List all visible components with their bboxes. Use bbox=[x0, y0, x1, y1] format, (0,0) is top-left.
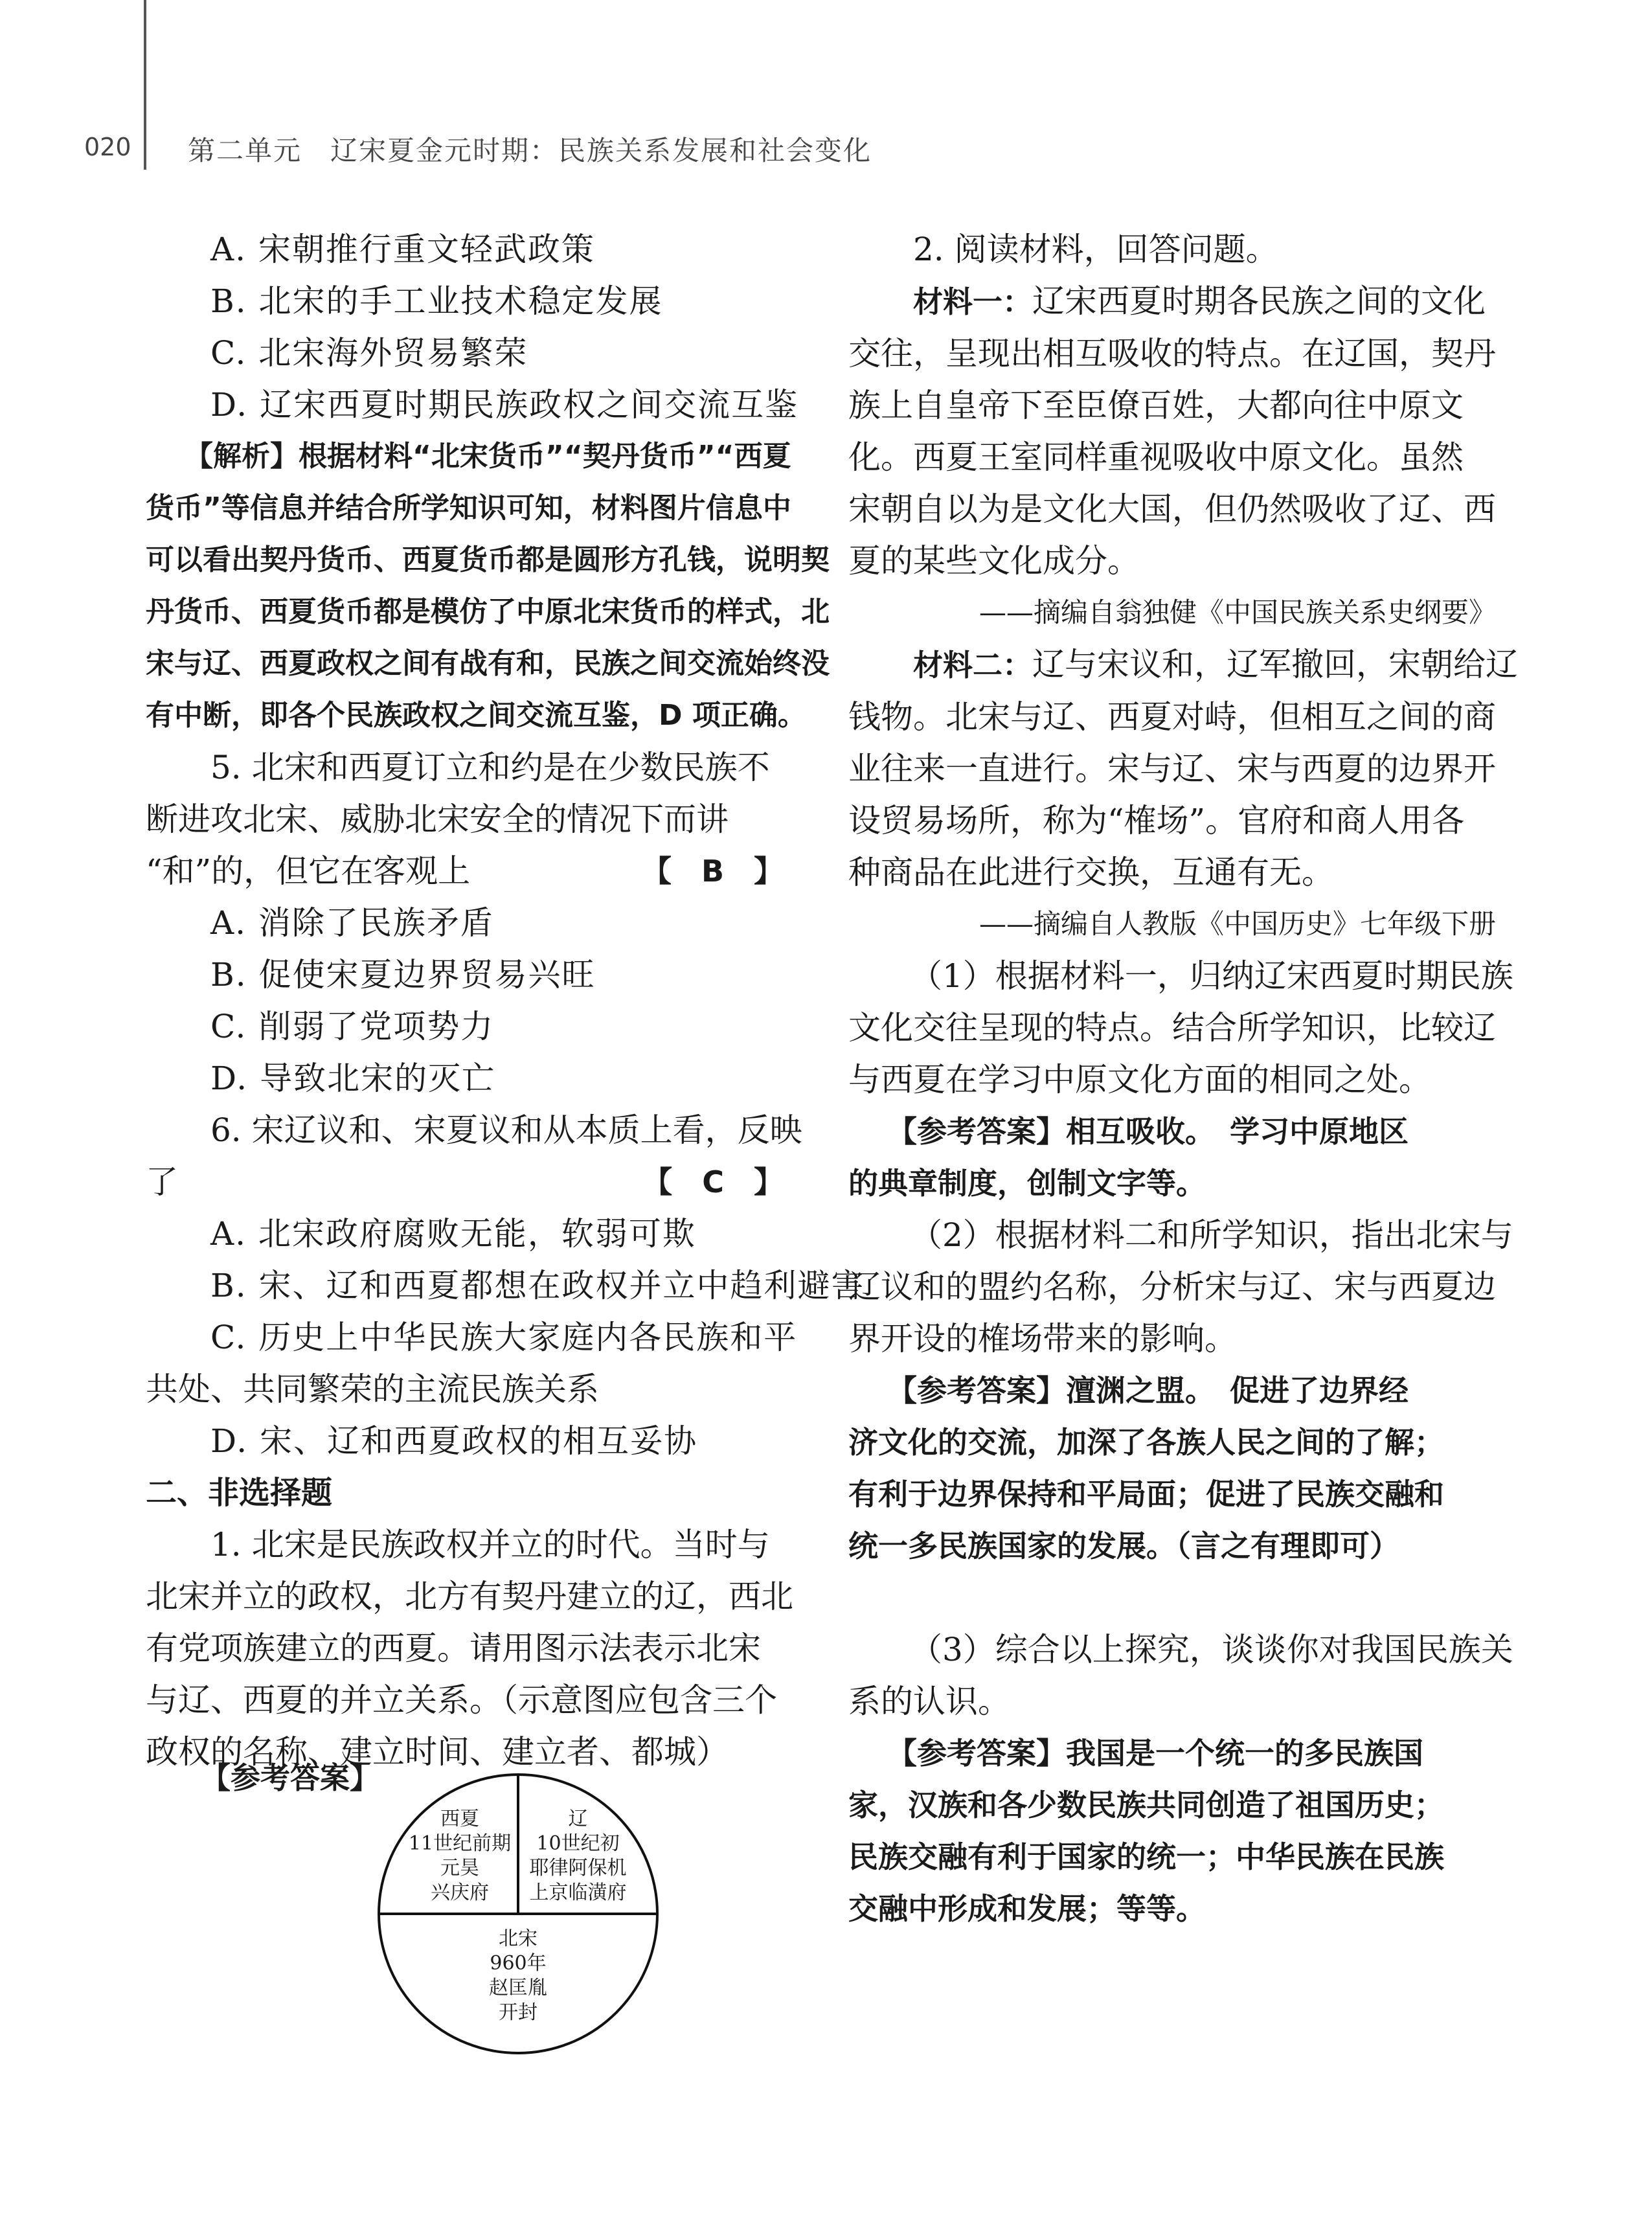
liao-time: 10世纪初 bbox=[536, 1832, 620, 1855]
material-2-text: 辽与宋议和，辽军撤回，宋朝给辽 bbox=[1032, 646, 1518, 683]
diagram-beisong bbox=[453, 1927, 583, 2025]
q5-answer: 【 B 】 bbox=[641, 854, 784, 889]
material-1-line: 化。西夏王室同样重视吸收中原文化。虽然 bbox=[848, 438, 1464, 476]
q6-answer: 【 C 】 bbox=[642, 1164, 784, 1199]
subq2-line: （2）根据材料二和所学知识，指出北宋与 bbox=[910, 1216, 1513, 1254]
q5-stem-line: “和”的，但它在客观上 bbox=[146, 852, 471, 890]
subq2-answer-line: 济文化的交流，加深了各族人民之间的了解； bbox=[848, 1425, 1444, 1460]
q4-explanation-line: 货币”等信息并结合所学知识可知，材料图片信息中 bbox=[146, 492, 791, 525]
subq3-answer-line: 交融中形成和发展；等等。 bbox=[848, 1891, 1206, 1926]
spacer bbox=[848, 1572, 1496, 1624]
q2-title: 2. 阅读材料，回答问题。 bbox=[913, 231, 1278, 268]
q5-stem-line: 断进攻北宋、威胁北宋安全的情况下而讲 bbox=[146, 801, 729, 838]
subq3-answer-line: 家，汉族和各少数民族共同创造了祖国历史； bbox=[848, 1788, 1444, 1823]
q4-option-b: B. 北宋的手工业技术稳定发展 bbox=[210, 282, 663, 320]
material-1-line: 宋朝自以为是文化大国，但仍然吸收了辽、西 bbox=[848, 490, 1496, 528]
subq2-answer-line: 有利于边界保持和平局面；促进了民族交融和 bbox=[848, 1477, 1444, 1512]
xixia-name: 西夏 bbox=[440, 1808, 479, 1830]
subq1-line: 与西夏在学习中原文化方面的相同之处。 bbox=[848, 1061, 1431, 1098]
subq3-answer-line: 民族交融有利于国家的统一；中华民族在民族 bbox=[848, 1839, 1444, 1874]
q4-explanation-line: 宋与辽、西夏政权之间有战有和，民族之间交流始终没 bbox=[146, 647, 830, 680]
q1-stem-line: 有党项族建立的西夏。请用图示法表示北宋 bbox=[146, 1630, 761, 1667]
q1-stem-line: 北宋并立的政权，北方有契丹建立的辽，西北 bbox=[146, 1578, 793, 1615]
q5-option-d: D. 导致北宋的灭亡 bbox=[210, 1060, 496, 1097]
material-1-line bbox=[848, 275, 1496, 328]
beisong-founder: 赵匡胤 bbox=[489, 1977, 547, 1999]
material-2-label: 材料二： bbox=[913, 648, 1032, 683]
diagram-liao bbox=[521, 1807, 635, 1905]
q5-option-a: A. 消除了民族矛盾 bbox=[210, 904, 494, 942]
q4-explanation-line: 可以看出契丹货币、西夏货币都是圆形方孔钱，说明契 bbox=[146, 543, 830, 576]
material-1-line: 交往，呈现出相互吸收的特点。在辽国，契丹 bbox=[848, 335, 1496, 372]
liao-capital: 上京临潢府 bbox=[529, 1881, 627, 1904]
q6-stem-answer-row bbox=[146, 1156, 784, 1208]
q4-explanation-line: 有中断，即各个民族政权之间交流互鉴，D 项正确。 bbox=[146, 699, 806, 732]
beisong-capital: 开封 bbox=[499, 2001, 537, 2024]
xixia-time: 11世纪前期 bbox=[408, 1832, 512, 1855]
q5-stem-answer-row bbox=[146, 845, 784, 897]
q5-stem-line: 5. 北宋和西夏订立和约是在少数民族不 bbox=[210, 749, 770, 786]
material-2-source: ——摘编自人教版《中国历史》七年级下册 bbox=[979, 908, 1496, 940]
material-2-line: 钱物。北宋与辽、西夏对峙，但相互之间的商 bbox=[848, 698, 1496, 736]
q4-option-d: D. 辽宋西夏时期民族政权之间交流互鉴 bbox=[210, 386, 799, 424]
q6-stem-line: 了 bbox=[146, 1163, 178, 1201]
subq1-line: （1）根据材料一，归纳辽宋西夏时期民族 bbox=[910, 957, 1513, 995]
q6-option-a: A. 北宋政府腐败无能，软弱可欺 bbox=[210, 1215, 696, 1253]
beisong-name: 北宋 bbox=[499, 1927, 537, 1950]
q5-option-c: C. 削弱了党项势力 bbox=[210, 1008, 495, 1045]
subq3-answer-line: 【参考答案】我国是一个统一的多民族国 bbox=[887, 1736, 1423, 1771]
liao-name: 辽 bbox=[568, 1808, 588, 1830]
q5-option-b: B. 促使宋夏边界贸易兴旺 bbox=[210, 956, 596, 994]
subq2-answer-line: 【参考答案】澶渊之盟。 促进了边界经 bbox=[887, 1373, 1409, 1408]
material-1-text: 辽宋西夏时期各民族之间的文化 bbox=[1032, 282, 1486, 320]
header-divider bbox=[144, 0, 146, 170]
right-column bbox=[848, 223, 1518, 1935]
q4-option-c: C. 北宋海外贸易繁荣 bbox=[210, 334, 528, 372]
material-1-source: ——摘编自翁独健《中国民族关系史纲要》 bbox=[979, 596, 1496, 628]
subq1-answer-line: 的典章制度，创制文字等。 bbox=[848, 1166, 1206, 1201]
material-1-label: 材料一： bbox=[913, 284, 1032, 319]
subq1-answer-line: 【参考答案】相互吸收。 学习中原地区 bbox=[887, 1114, 1409, 1149]
subq2-line: 辽议和的盟约名称，分析宋与辽、宋与西夏边 bbox=[848, 1268, 1496, 1306]
xixia-capital: 兴庆府 bbox=[431, 1881, 489, 1904]
material-2-line: 业往来一直进行。宋与辽、宋与西夏的边界开 bbox=[848, 750, 1496, 788]
regime-diagram bbox=[376, 1771, 661, 2056]
beisong-time: 960年 bbox=[490, 1952, 547, 1975]
material-2-line: 种商品在此进行交换，互通有无。 bbox=[848, 854, 1334, 891]
subq2-line: 界开设的榷场带来的影响。 bbox=[848, 1320, 1237, 1357]
material-1-line: 族上自皇帝下至臣僚百姓，大都向往中原文 bbox=[848, 387, 1464, 424]
material-1-line: 夏的某些文化成分。 bbox=[848, 542, 1140, 580]
material-2-line bbox=[848, 639, 1518, 691]
q6-option-c: C. 历史上中华民族大家庭内各民族和平 bbox=[210, 1319, 798, 1356]
q6-option-c-cont: 共处、共同繁荣的主流民族关系 bbox=[146, 1370, 599, 1408]
page-number: 020 bbox=[84, 133, 131, 161]
subq2-answer-line: 统一多民族国家的发展。（言之有理即可） bbox=[848, 1528, 1399, 1563]
q1-stem-line: 政权的名称、建立时间、建立者、都城） bbox=[146, 1733, 729, 1771]
subq3-line: 系的认识。 bbox=[848, 1683, 1010, 1720]
running-head: 第二单元 辽宋夏金元时期：民族关系发展和社会变化 bbox=[188, 135, 872, 166]
q6-stem-line: 6. 宋辽议和、宋夏议和从本质上看，反映 bbox=[210, 1111, 802, 1149]
q4-option-a: A. 宋朝推行重文轻武政策 bbox=[210, 231, 595, 268]
subq3-line: （3）综合以上探究，谈谈你对我国民族关 bbox=[910, 1631, 1513, 1668]
subq1-line: 文化交往呈现的特点。结合所学知识，比较辽 bbox=[848, 1009, 1496, 1047]
liao-founder: 耶律阿保机 bbox=[529, 1857, 627, 1880]
diagram-xixia bbox=[405, 1807, 515, 1905]
q1-stem-line: 与辽、西夏的并立关系。（示意图应包含三个 bbox=[146, 1681, 777, 1719]
section-title: 二、非选择题 bbox=[146, 1475, 333, 1511]
xixia-founder: 元昊 bbox=[440, 1857, 479, 1880]
q6-option-d: D. 宋、辽和西夏政权的相互妥协 bbox=[210, 1422, 698, 1460]
q1-stem-line: 1. 北宋是民族政权并立的时代。当时与 bbox=[210, 1526, 770, 1563]
q6-option-b: B. 宋、辽和西夏都想在政权并立中趋利避害 bbox=[210, 1267, 865, 1304]
q1-reference-label: 【参考答案】 bbox=[201, 1760, 379, 1795]
left-column bbox=[146, 223, 865, 1778]
material-2-line: 设贸易场所，称为“榷场”。官府和商人用各 bbox=[848, 802, 1465, 839]
q4-explanation-line: 丹货币、西夏货币都是模仿了中原北宋货币的样式，北 bbox=[146, 595, 830, 628]
q4-explanation-line: 【解析】根据材料“北宋货币”“契丹货币”“西夏 bbox=[185, 440, 791, 473]
